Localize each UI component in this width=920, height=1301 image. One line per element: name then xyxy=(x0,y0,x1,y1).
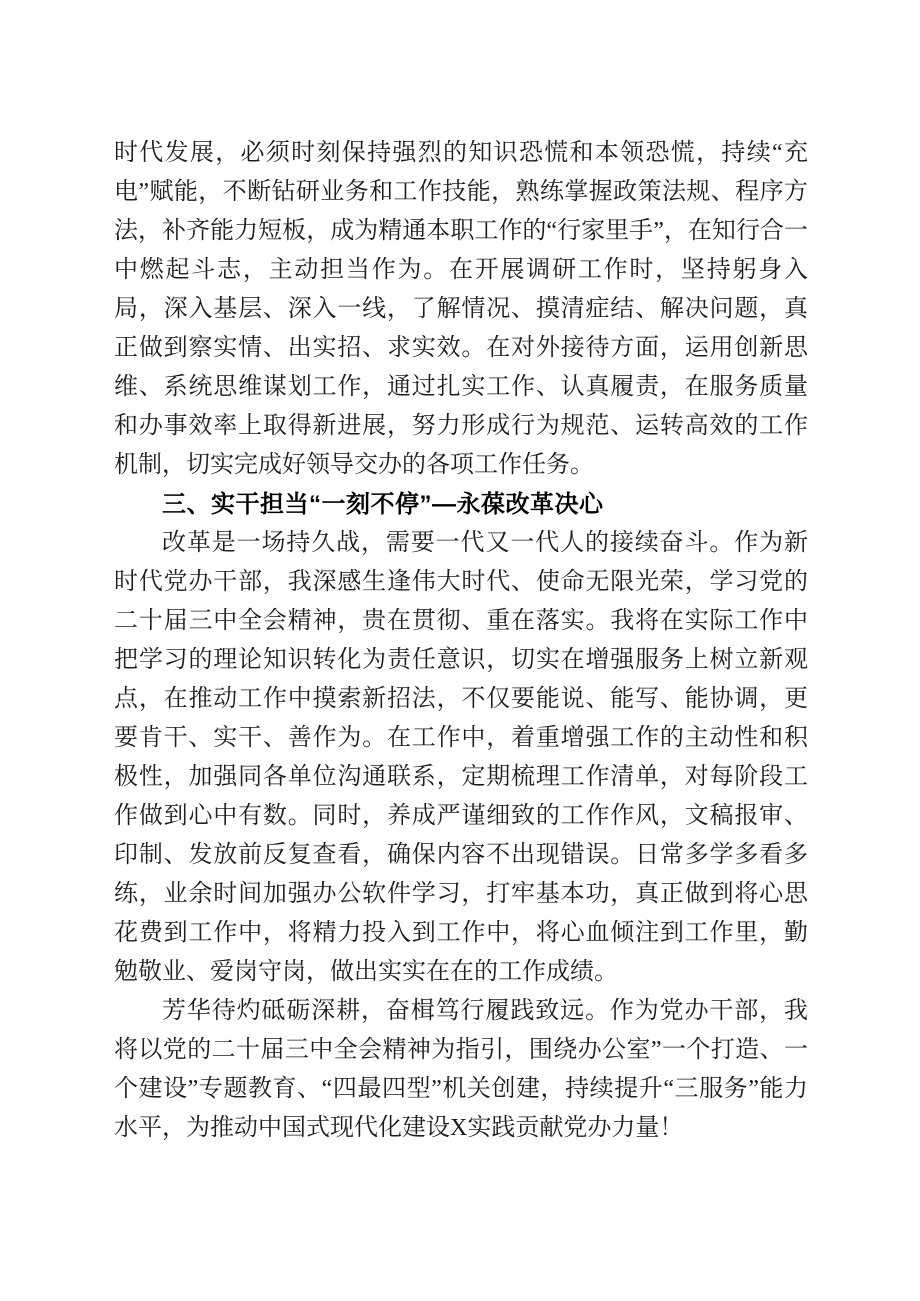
paragraph-continuation: 时代发展，必须时刻保持强烈的知识恐慌和本领恐慌，持续“充电”赋能，不断钻研业务和工作技能，熟练掌握政策法规、程序方法，补齐能力短板，成为精通本职工作的“行家里手”，在知行合一中燃起斗志，主动担当作为。在开展调研工作时，坚持躬身入局，深入基层、深入一线，了解情况、摸清症结、解决问题，真正做到察实情、出实招、求实效。在对外接待方面，运用创新思维、系统思维谋划工作，通过扎实工作、认真履责，在服务质量和办事效率上取得新进展，努力形成行为规范、运转高效的工作机制，切实完成好领导交办的各项工作任务。 xyxy=(114,140,808,478)
paragraph-closing: 芳华待灼砥砺深耕，奋楫笃行履践致远。作为党办干部，我将以党的二十届三中全会精神为指引，围绕办公室”一个打造、一个建设”专题教育、“四最四型”机关创建，持续提升“三服务”能力水平，为推动中国式现代化建设X实践贡献党办力量！ xyxy=(114,998,808,1141)
document-content xyxy=(114,134,808,1148)
paragraph-body: 改革是一场持久战，需要一代又一代人的接续奋斗。作为新时代党办干部，我深感生逢伟大时代、使命无限光荣，学习党的二十届三中全会精神，贵在贯彻、重在落实。我将在实际工作中把学习的理论知识转化为责任意识，切实在增强服务上树立新观点，在推动工作中摸索新招法，不仅要能说、能写、能协调，更要肯干、实干、善作为。在工作中，着重增强工作的主动性和积极性，加强同各单位沟通联系，定期梳理工作清单，对每阶段工作做到心中有数。同时，养成严谨细致的工作作风，文稿报审、印制、发放前反复查看，确保内容不出现错误。日常多学多看多练，业余时间加强办公软件学习，打牢基本功，真正做到将心思花费到工作中，将精力投入到工作中，将心血倾注到工作里，勤勉敬业、爱岗守岗，做出实实在在的工作成绩。 xyxy=(114,530,808,985)
section-heading: 三、实干担当“一刻不停”—永葆改革决心 xyxy=(162,491,604,518)
